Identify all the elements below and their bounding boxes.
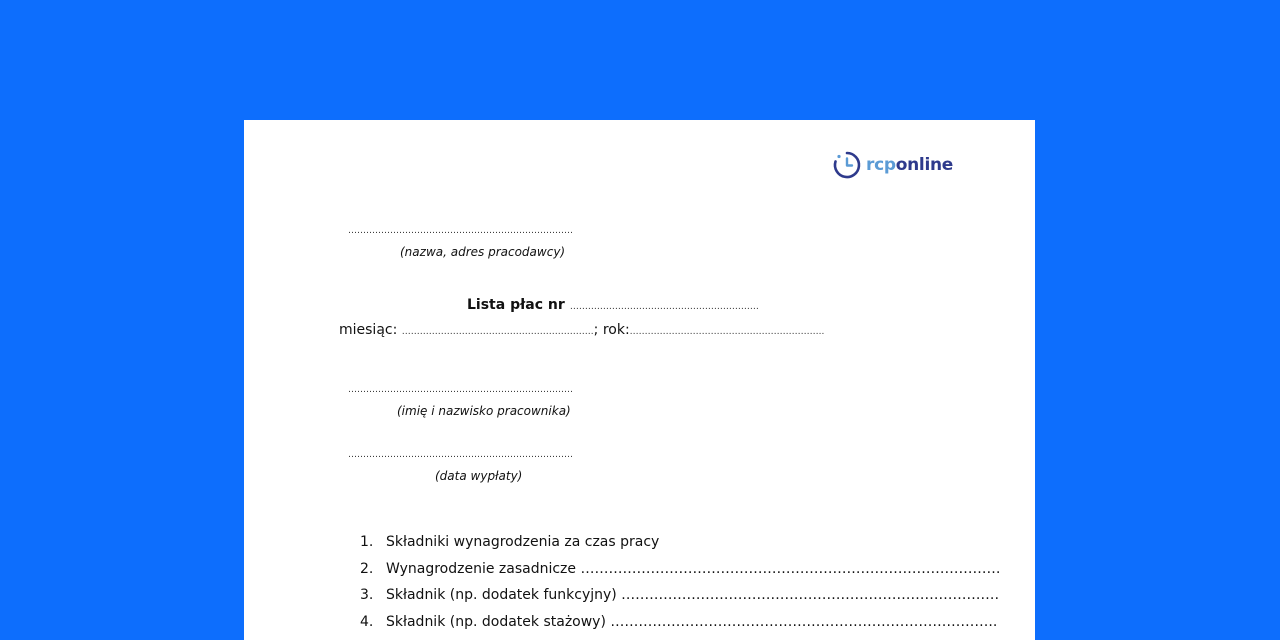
list-item-text: Składnik (np. dodatek funkcyjny) ……………………………………………………………………… (386, 587, 1000, 603)
rcponline-logo (832, 150, 953, 180)
list-item (360, 612, 1000, 639)
list-item-text: Składnik (np. dodatek stażowy) ……………………………………………………………………….. (386, 613, 998, 630)
list-item-number: 2. (360, 560, 374, 577)
year-label: ; rok: (593, 322, 630, 338)
employer-dotted-line: ………………………………………………………………… (348, 226, 573, 236)
list-item-text: Wynagrodzenie zasadnicze ……………………………………………………………………………… (386, 560, 1001, 577)
year-dots: ……………………………………………………….. (629, 327, 825, 337)
logo-wordmark: rcponline (866, 155, 954, 175)
page-title: Lista płac nr (467, 297, 565, 313)
employer-caption: (nazwa, adres pracodawcy) (400, 245, 566, 259)
list-item-number: 4. (360, 613, 374, 630)
clock-icon (832, 150, 862, 180)
period-line (339, 322, 824, 338)
list-item-number: 1. (360, 534, 374, 550)
payment-date-caption: (data wypłaty) (435, 469, 523, 483)
document-page (244, 120, 1035, 640)
month-label: miesiąc: (339, 322, 398, 338)
list-item (360, 585, 1000, 612)
list-item (360, 532, 1000, 559)
employee-dotted-line: ………………………………………………………………… (348, 385, 573, 395)
salary-components-list (360, 532, 1000, 638)
list-item-number: 3. (360, 587, 374, 603)
list-item-text: Składniki wynagrodzenia za czas pracy (386, 534, 660, 550)
title-number-dots: ……………………………………………………… (569, 302, 759, 312)
employee-caption: (imię i nazwisko pracownika) (397, 404, 571, 418)
title-line (467, 294, 759, 313)
list-item (360, 559, 1000, 586)
payment-date-dotted-line: ………………………………………………………………… (348, 450, 573, 460)
month-dots: ………………………………………………………. (401, 327, 594, 337)
